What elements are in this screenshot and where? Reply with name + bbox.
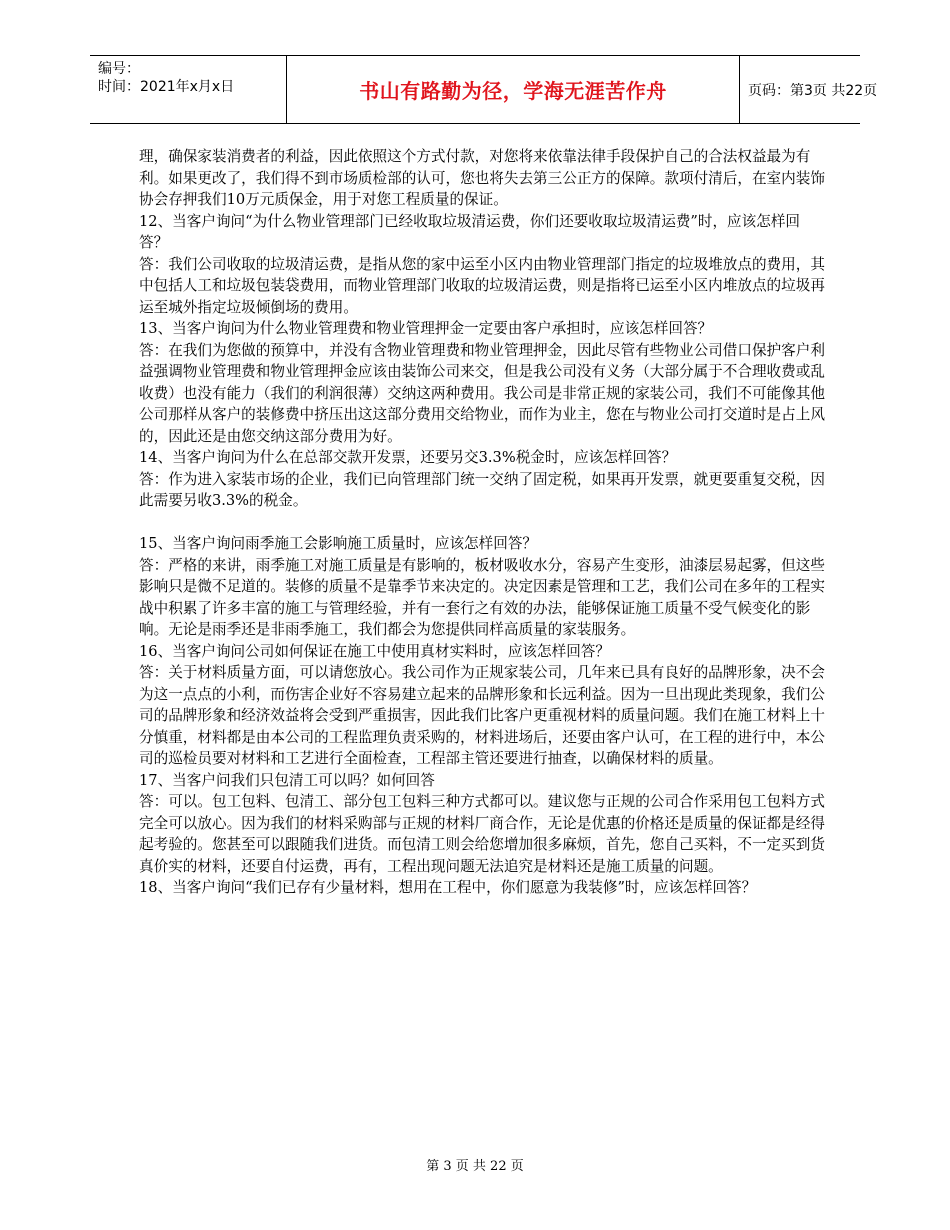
answer-17: 答：可以。包工包料、包清工、部分包工包料三种方式都可以。建议您与正规的公司合作采用包工包料方式完全可以放心。因为我们的材料采购部与正规的材料厂商合作，无论是优惠的价格还是质量的保证都是经得起考验的。您甚至可以跟随我们进货。而包清工则会给您增加很多麻烦，首先，您自己买料，不一定买到货真价实的材料，还要自付运费，再有，工程出现问题无法追究是材料还是施工质量的问题。 <box>139 793 825 875</box>
question-14: 14、当客户询问为什么在总部交款开发票，还要另交3.3%税金时，应该怎样回答？ <box>139 449 677 466</box>
question-15: 15、当客户询问雨季施工会影响施工质量时，应该怎样回答？ <box>139 535 538 552</box>
header-motto: 书山有路勤为径，学海无涯苦作舟 <box>359 79 667 103</box>
paragraph: 理，确保家装消费者的利益，因此依照这个方式付款，对您将来依靠法律手段保护自己的合法权益最为有利。如果更改了，我们得不到市场质检部的认可，您也将失去第三公正方的保障。款项付清后，在室内装饰协会存押我们10万元质保金，用于对您工程质量的保证。 <box>139 148 825 208</box>
header-motto-cell <box>286 56 740 123</box>
header-meta <box>98 60 288 120</box>
blank-line <box>139 512 829 534</box>
page-footer: 第 3 页 共 22 页 <box>426 1159 524 1174</box>
question-13: 13、当客户询问为什么物业管理费和物业管理押金一定要由客户承担时，应该怎样回答？ <box>139 320 713 337</box>
answer-13: 答：在我们为您做的预算中，并没有含物业管理费和物业管理押金，因此尽管有些物业公司借口保护客户利益强调物业管理费和物业管理押金应该由装饰公司来交，但是我公司没有义务（大部分属于不合理收费或乱收费）也没有能力（我们的利润很薄）交纳这两种费用。我公司是非常正规的家装公司，我们不可能像其他公司那样从客户的装修费中挤压出这这部分费用交给物业，而作为业主，您在与物业公司打交道时是占上风的，因此还是由您交纳这部分费用为好。 <box>139 341 825 445</box>
header-page-number: 页码：第3页 共22页 <box>748 82 878 99</box>
page-header <box>90 55 878 124</box>
answer-12: 答：我们公司收取的垃圾清运费，是指从您的家中运至小区内由物业管理部门指定的垃圾堆放点的费用，其中包括人工和垃圾包装袋费用，而物业管理部门收取的垃圾清运费，则是指将已运至小区内堆放点的垃圾再运至城外指定垃圾倾倒场的费用。 <box>139 255 825 316</box>
answer-15: 答：严格的来讲，雨季施工对施工质量是有影响的，板材吸收水分，容易产生变形，油漆层易起雾，但这些影响只是微不足道的。装修的质量不是靠季节来决定的。决定因素是管理和工艺，我们公司在多年的工程实战中积累了许多丰富的施工与管理经验，并有一套行之有效的办法，能够保证施工质量不受气候变化的影响。无论是雨季还是非雨季施工，我们都会为您提供同样高质量的家装服务。 <box>139 556 825 638</box>
question-18: 18、当客户询问“我们已存有少量材料，想用在工程中，你们愿意为我装修”时，应该怎样回答？ <box>139 879 757 896</box>
document-number-label: 编号： <box>98 61 140 77</box>
question-16: 16、当客户询问公司如何保证在施工中使用真材实料时，应该怎样回答？ <box>139 642 610 660</box>
answer-16: 答：关于材料质量方面，可以请您放心。我公司作为正规家装公司，几年来已具有良好的品牌形象，决不会为这一点点的小利，而伤害企业好不容易建立起来的品牌形象和长远利益。因为一旦出现此类现象，我们公司的品牌形象和经济效益将会受到严重损害，因此我们比客户更重视材料的质量问题。我们在施工材料上十分慎重，材料都是由本公司的工程监理负责采购的，材料进场后，还要由客户认可，在工程的进行中，本公司的巡检员要对材料和工艺进行全面检查，工程部主管还要进行抽查，以确保材料的质量。 <box>139 664 825 767</box>
answer-14: 答：作为进入家装市场的企业，我们已向管理部门统一交纳了固定税，如果再开发票，就更要重复交税，因此需要另收3.3%的税金。 <box>139 470 825 509</box>
question-12: 12、当客户询问“为什么物业管理部门已经收取垃圾清运费，你们还要收取垃圾清运费”时，应该怎样回答？ <box>139 212 801 251</box>
question-17: 17、当客户问我们只包清工可以吗？如何回答 <box>139 771 435 789</box>
document-body <box>139 146 829 899</box>
document-time-label: 时间：2021年x月x日 <box>98 79 235 95</box>
